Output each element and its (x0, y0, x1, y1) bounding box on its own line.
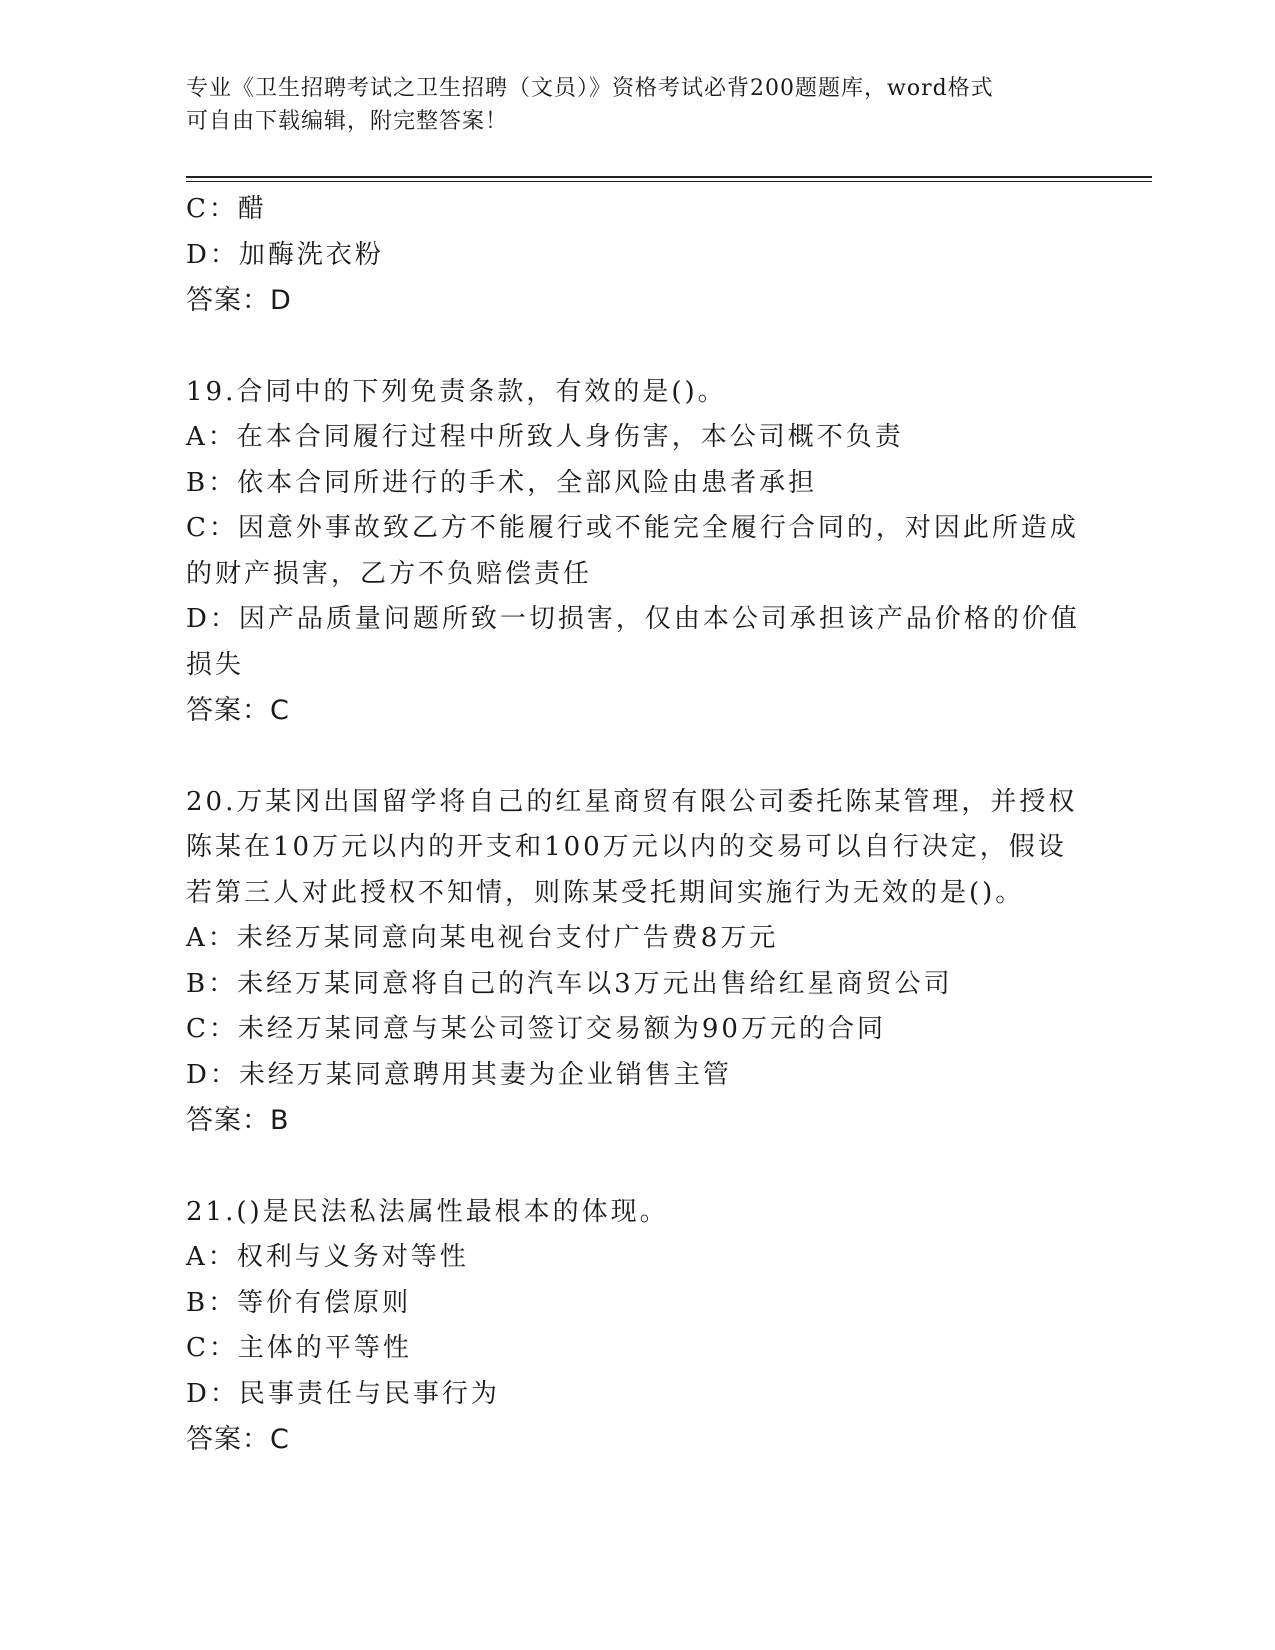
option-c: C：因意外事故致乙方不能履行或不能完全履行合同的，对因此所造成 (186, 513, 1079, 543)
header-divider-thin (186, 181, 1152, 182)
question-19 (186, 370, 1086, 734)
option-b: B：等价有偿原则 (186, 1287, 412, 1318)
previous-question-tail (186, 187, 1086, 324)
header-line-1: 专业《卫生招聘考试之卫生招聘（文员）》资格考试必背200题题库，word格式 (186, 76, 994, 101)
option-d-continued: 损失 (186, 649, 245, 680)
question-21 (186, 1190, 1086, 1463)
option-d: D：因产品质量问题所致一切损害，仅由本公司承担该产品价格的价值 (186, 604, 1080, 634)
spacer (186, 734, 1086, 780)
option-b: B：依本合同所进行的手术，全部风险由患者承担 (186, 467, 818, 498)
option-a: A：在本合同履行过程中所致人身伤害，本公司概不负责 (186, 422, 904, 452)
option-c-continued: 的财产损害，乙方不负赔偿责任 (186, 558, 593, 589)
option-c: C：未经万某同意与某公司签订交易额为90万元的合同 (186, 1014, 886, 1044)
spacer (186, 1144, 1086, 1190)
answer-line: 答案：C (186, 695, 290, 726)
option-a: A：未经万某同意向某电视台支付广告费8万元 (186, 923, 779, 953)
header-line-2: 可自由下载编辑，附完整答案！ (186, 109, 509, 134)
question-stem: 19.合同中的下列免责条款，有效的是()。 (186, 376, 727, 407)
option-d: D：民事责任与民事行为 (186, 1378, 500, 1409)
spacer (186, 324, 1086, 370)
answer-line: 答案：B (186, 1105, 290, 1136)
answer-line: 答案：D (186, 285, 292, 316)
option-c: C：醋 (186, 194, 267, 224)
question-stem-continued: 陈某在10万元以内的开支和100万元以内的交易可以自行决定，假设 (186, 832, 1067, 862)
question-20 (186, 780, 1086, 1144)
question-stem: 20.万某冈出国留学将自己的红星商贸有限公司委托陈某管理，并授权 (186, 786, 1078, 817)
option-c: C：主体的平等性 (186, 1333, 412, 1363)
question-stem: 21.()是民法私法属性最根本的体现。 (186, 1196, 669, 1227)
document-header (186, 72, 1066, 138)
option-d: D：未经万某同意聘用其妻为企业销售主管 (186, 1059, 732, 1090)
option-b: B：未经万某同意将自己的汽车以3万元出售给红星商贸公司 (186, 968, 953, 999)
document-body (186, 187, 1086, 1463)
question-stem-continued: 若第三人对此授权不知情，则陈某受托期间实施行为无效的是()。 (186, 877, 1025, 908)
option-d: D：加酶洗衣粉 (186, 239, 384, 270)
answer-line: 答案：C (186, 1424, 290, 1455)
option-a: A：权利与义务对等性 (186, 1242, 469, 1272)
header-divider-thick (186, 176, 1152, 178)
